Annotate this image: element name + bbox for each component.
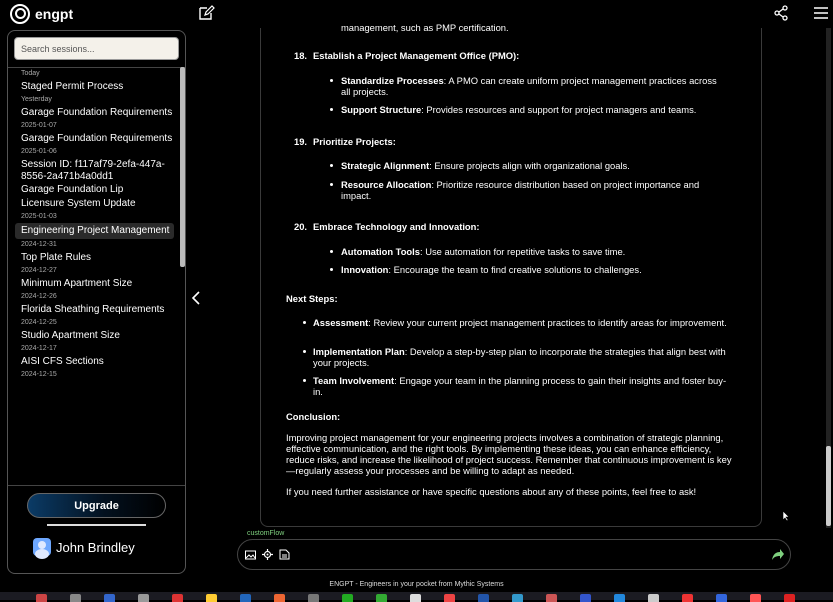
taskbar-app-icon[interactable] [750, 594, 761, 602]
taskbar-app-icon[interactable] [240, 594, 251, 602]
next-steps-heading: Next Steps: [286, 293, 338, 304]
chat-message [260, 22, 762, 527]
session-item[interactable]: Session ID: f117af79-2efa-447a-8556-2a471b4a0dd1 [21, 159, 165, 182]
taskbar-app-icon[interactable] [716, 594, 727, 602]
list-item: Support Structure: Provides resources and support for project managers and teams. [341, 104, 721, 115]
search-sessions-input[interactable] [14, 37, 179, 60]
send-icon[interactable] [771, 548, 784, 561]
list-item: Resource Allocation: Prioritize resource distribution based on project importance and impact. [341, 179, 721, 201]
sidebar [7, 30, 186, 574]
session-item[interactable]: Florida Sheathing Requirements [21, 304, 165, 315]
session-group-label: 2025-01-03 [21, 213, 57, 220]
session-item[interactable]: Top Plate Rules [21, 252, 92, 263]
share-icon[interactable] [773, 5, 789, 21]
settings-gear-icon[interactable] [262, 549, 273, 560]
taskbar-app-icon[interactable] [36, 594, 47, 602]
session-group-label: 2025-01-07 [21, 122, 57, 129]
session-group-label: 2025-01-06 [21, 148, 57, 155]
divider [47, 524, 146, 526]
conclusion-paragraph: Improving project management for your engineering projects involves a combination of strategic planning, effective communication, and the right tools. By implementing these ideas, you can enhance efficiency, reduce risks, and increase the likelihood of project success. Remember that continuous improvement is key—regularly assess your processes and be willing to adapt as needed. [286, 432, 732, 476]
taskbar-app-icon[interactable] [70, 594, 81, 602]
taskbar-app-icon[interactable] [376, 594, 387, 602]
session-group-label: 2024-12-25 [21, 319, 57, 326]
partial-line: management, such as PMP certification. [341, 22, 509, 33]
taskbar-app-icon[interactable] [784, 594, 795, 602]
taskbar-app-icon[interactable] [342, 594, 353, 602]
list-item: Implementation Plan: Develop a step-by-step plan to incorporate the strategies that align best with your projects. [313, 346, 733, 368]
session-list[interactable] [8, 67, 185, 485]
taskbar-app-icon[interactable] [648, 594, 659, 602]
taskbar-app-icon[interactable] [580, 594, 591, 602]
session-item[interactable]: Minimum Apartment Size [21, 278, 133, 289]
session-item-active[interactable]: Engineering Project Management [15, 223, 174, 239]
session-group-label: Today [21, 70, 40, 77]
taskbar-app-icon[interactable] [206, 594, 217, 602]
list-item: Strategic Alignment: Ensure projects align with organizational goals. [341, 160, 721, 171]
logo-icon [10, 4, 30, 24]
session-item[interactable]: Garage Foundation Requirements [21, 107, 173, 118]
taskbar-app-icon[interactable] [546, 594, 557, 602]
taskbar-app-icon[interactable] [274, 594, 285, 602]
list-item: Automation Tools: Use automation for repetitive tasks to save time. [341, 246, 721, 257]
main-scrollbar-thumb[interactable] [826, 446, 831, 526]
message-composer[interactable] [237, 539, 791, 570]
avatar[interactable] [33, 538, 51, 556]
upgrade-button[interactable]: Upgrade [27, 493, 166, 518]
session-item[interactable]: Licensure System Update [21, 198, 136, 209]
taskbar-app-icon[interactable] [410, 594, 421, 602]
session-group-label: 2024-12-15 [21, 371, 57, 378]
list-item: Assessment: Review your current project management practices to identify areas for improvement. [313, 317, 733, 328]
footer-text: ENGPT - Engineers in your pocket from Mythic Systems [329, 581, 504, 588]
user-name[interactable]: John Brindley [56, 540, 135, 555]
list-heading-19: 19. Prioritize Projects: [294, 136, 396, 147]
document-icon[interactable] [279, 549, 290, 560]
list-heading-18: 18. Establish a Project Management Office (PMO): [294, 50, 520, 61]
taskbar-app-icon[interactable] [138, 594, 149, 602]
session-group-label: 2024-12-31 [21, 241, 57, 248]
session-item[interactable]: Studio Apartment Size [21, 330, 120, 341]
session-group-label: Yesterday [21, 96, 52, 103]
session-group-label: 2024-12-27 [21, 267, 57, 274]
list-item: Standardize Processes: A PMO can create uniform project management practices across all projects. [341, 75, 721, 97]
session-item[interactable]: Staged Permit Process [21, 81, 124, 92]
hamburger-menu-icon[interactable] [813, 6, 829, 20]
taskbar-app-icon[interactable] [682, 594, 693, 602]
taskbar-app-icon[interactable] [308, 594, 319, 602]
list-heading-20: 20. Embrace Technology and Innovation: [294, 221, 480, 232]
taskbar-app-icon[interactable] [104, 594, 115, 602]
session-item[interactable]: AISI CFS Sections [21, 356, 104, 367]
taskbar [0, 592, 833, 600]
session-item[interactable]: Garage Foundation Requirements [21, 133, 173, 144]
sidebar-footer [8, 485, 185, 573]
session-group-label: 2024-12-26 [21, 293, 57, 300]
mouse-cursor-icon [782, 510, 790, 522]
closing-paragraph: If you need further assistance or have specific questions about any of these points, feel free to ask! [286, 486, 697, 497]
conclusion-heading: Conclusion: [286, 411, 341, 422]
brand-name: engpt [35, 6, 74, 22]
session-item[interactable]: Garage Foundation Lip [21, 184, 124, 195]
taskbar-app-icon[interactable] [172, 594, 183, 602]
new-chat-icon[interactable] [198, 5, 214, 21]
collapse-sidebar-icon[interactable] [190, 290, 202, 306]
list-item: Innovation: Encourage the team to find creative solutions to challenges. [341, 264, 721, 275]
image-upload-icon[interactable] [245, 549, 256, 560]
taskbar-app-icon[interactable] [444, 594, 455, 602]
session-group-label: 2024-12-17 [21, 345, 57, 352]
list-item: Team Involvement: Engage your team in the planning process to gain their insights and foster buy-in. [313, 375, 733, 397]
sidebar-scrollbar[interactable] [180, 67, 185, 267]
taskbar-app-icon[interactable] [614, 594, 625, 602]
taskbar-app-icon[interactable] [478, 594, 489, 602]
taskbar-app-icon[interactable] [512, 594, 523, 602]
flow-label[interactable]: customFlow [247, 530, 285, 537]
